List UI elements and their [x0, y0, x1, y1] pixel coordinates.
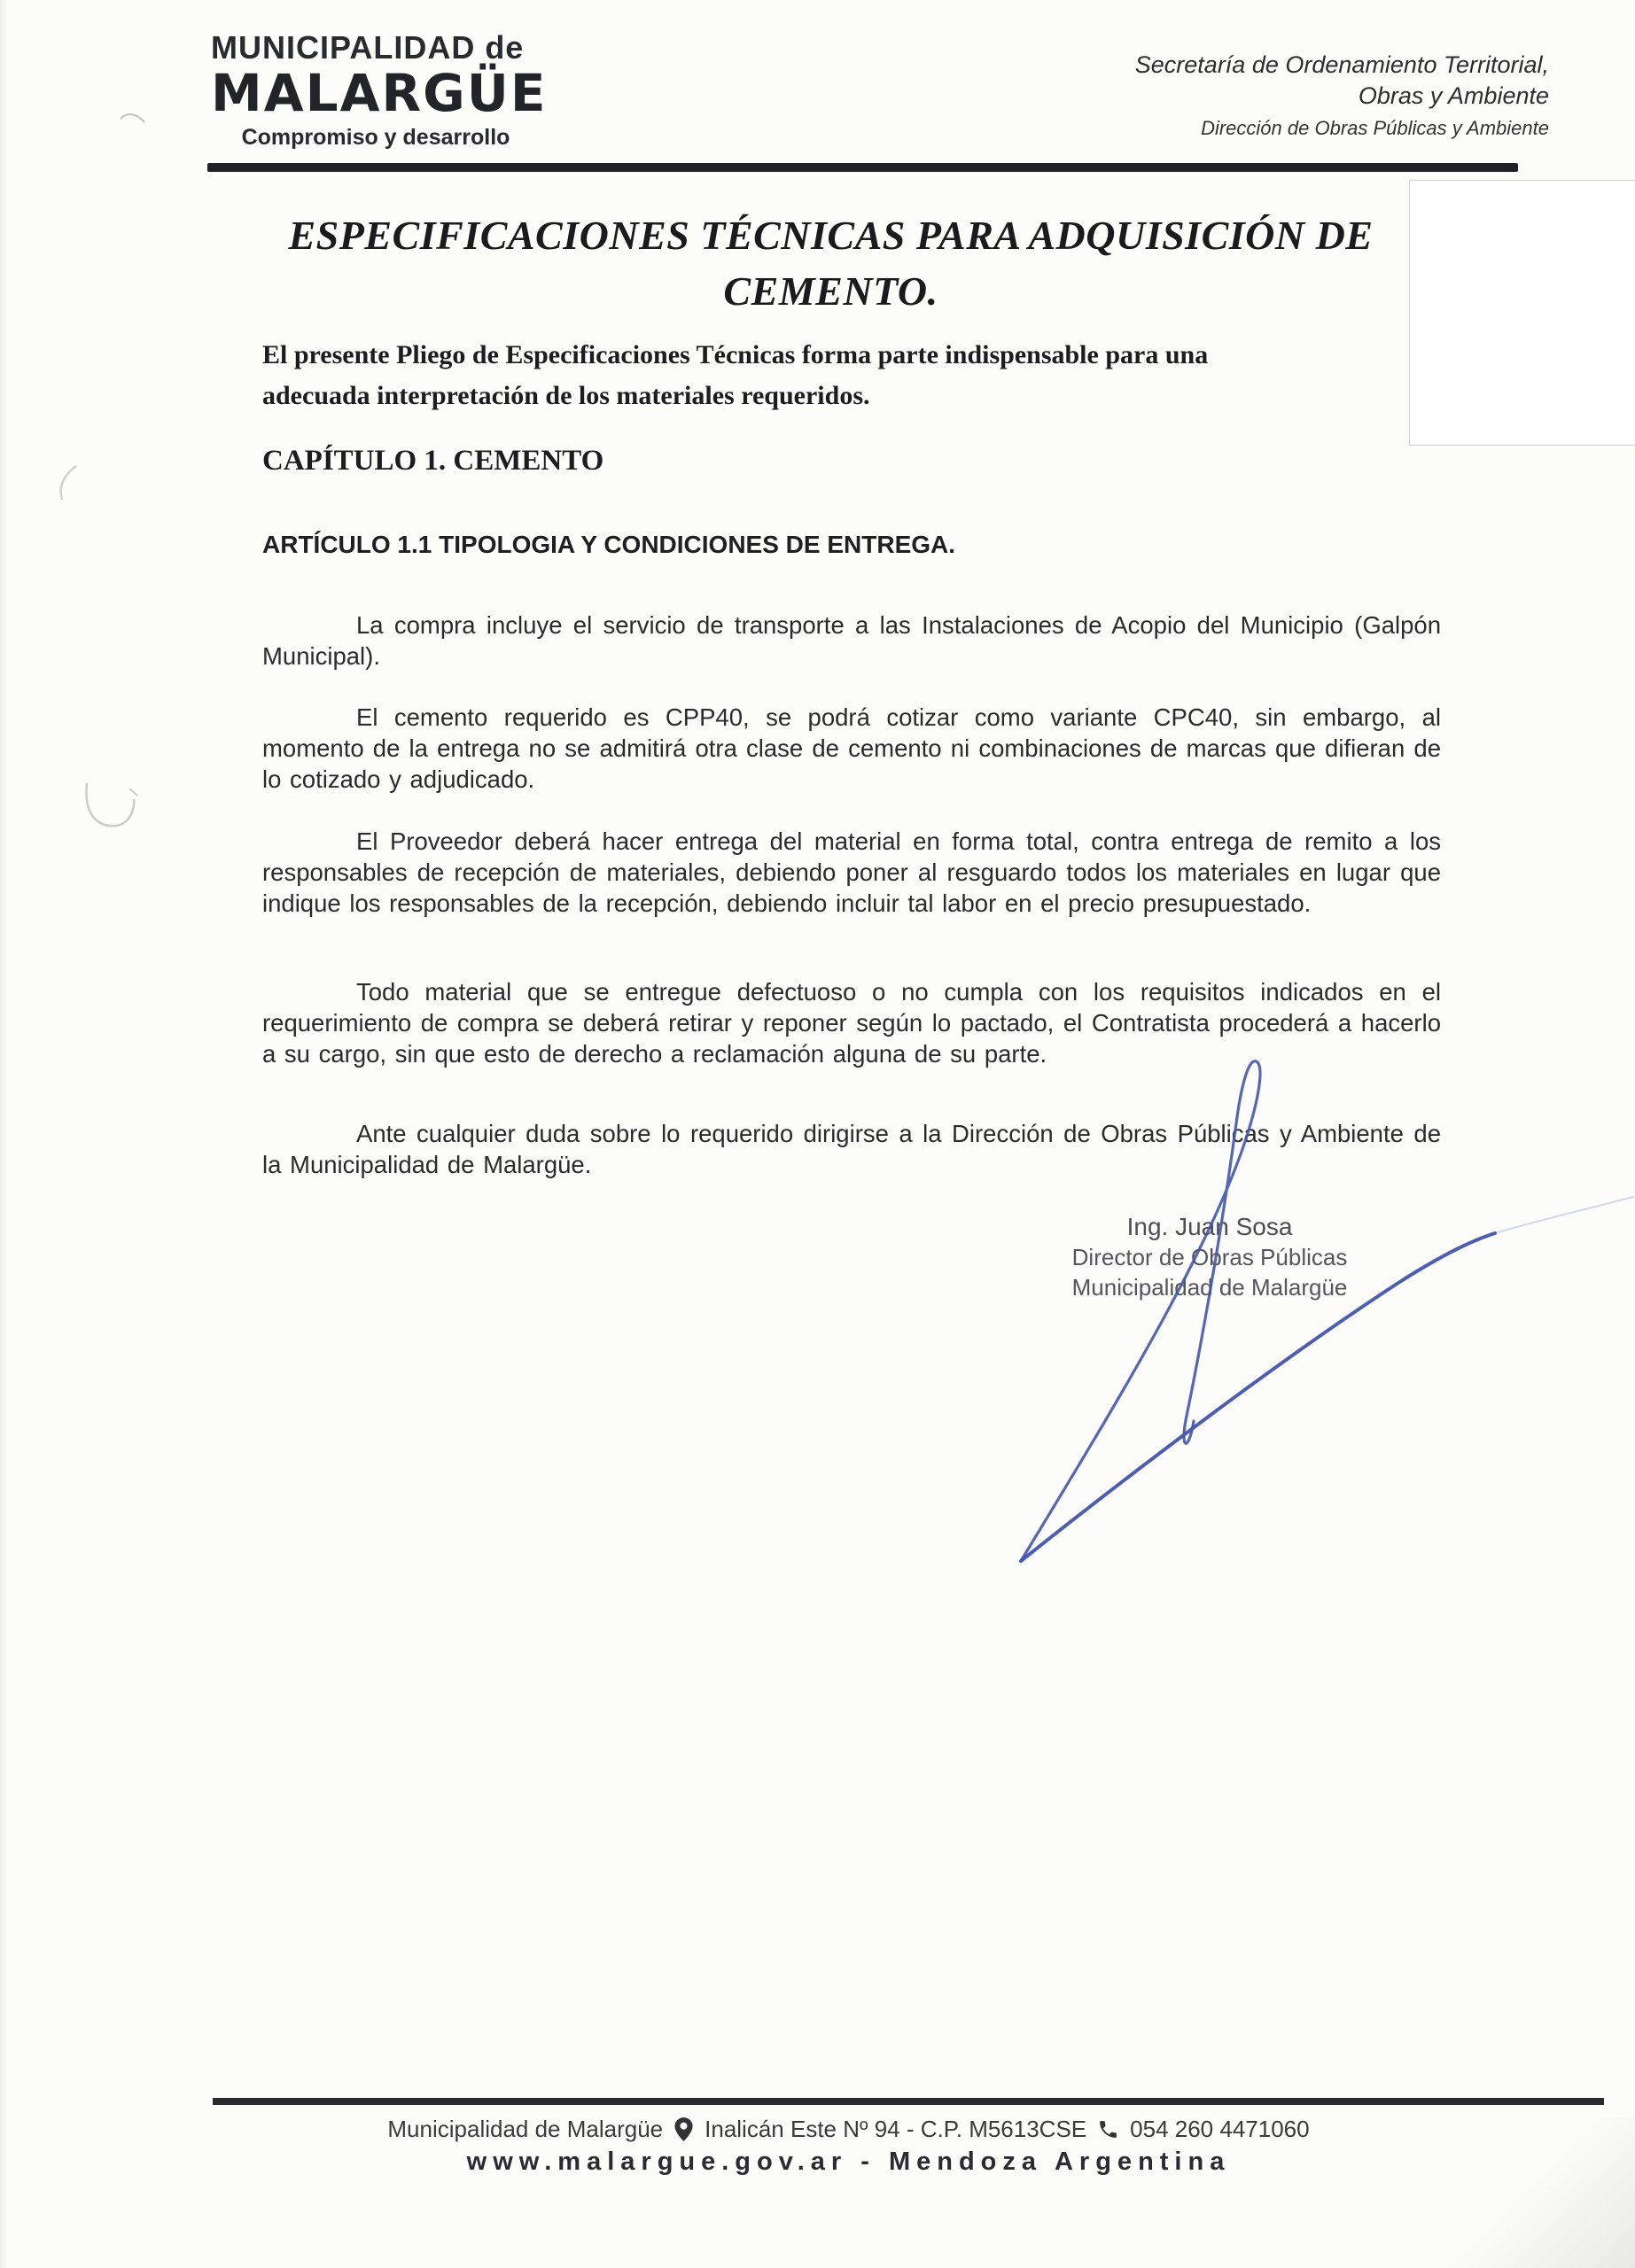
intro-paragraph: El presente Pliego de Especificaciones Técnicas forma parte indispensable para una adecuada interpretación de los materiales requeridos.: [262, 340, 1209, 410]
body-paragraph-5: Ante cualquier duda sobre lo requerido dirigirse a la Dirección de Obras Públicas y Ambiente de la Municipalidad de Malargüe.: [262, 1120, 1441, 1178]
article-heading: ARTÍCULO 1.1 TIPOLOGIA Y CONDICIONES DE ENTREGA.: [262, 531, 956, 558]
secretariat-line1: Secretaría de Ordenamiento Territorial,: [1134, 51, 1549, 78]
signatory-role: Director de Obras Públicas: [1071, 1244, 1348, 1270]
footer-org: Municipalidad de Malargüe: [387, 2116, 664, 2142]
footer-rule: [213, 2098, 1604, 2105]
body-paragraph-1: La compra incluye el servicio de transporte a las Instalaciones de Acopio del Municipio (Galpón Municipal).: [262, 611, 1441, 670]
secretariat-line3: Dirección de Obras Públicas y Ambiente: [1201, 117, 1549, 139]
crease-mark: [121, 114, 144, 122]
signatory-org: Municipalidad de Malargüe: [1071, 1274, 1348, 1301]
signature-stroke-faint: [1495, 1197, 1633, 1233]
document-title-line1: ESPECIFICACIONES TÉCNICAS PARA ADQUISICIÓN DE: [288, 213, 1374, 258]
phone-icon: [1097, 2118, 1119, 2140]
crease-mark: [61, 466, 76, 500]
logo-line2: MALARGÜE: [211, 63, 548, 123]
header-rule: [207, 163, 1518, 172]
chapter-heading: CAPÍTULO 1. CEMENTO: [262, 445, 604, 477]
logo-tagline: Compromiso y desarrollo: [241, 125, 510, 150]
location-pin-icon: [673, 2117, 694, 2142]
municipality-logo: [211, 30, 558, 151]
signature-block: [1015, 1212, 1405, 1302]
document-title-line2: CEMENTO.: [723, 268, 938, 314]
signatory-name: Ing. Juan Sosa: [1126, 1213, 1293, 1240]
document-title: [226, 207, 1436, 319]
body-paragraph-2: El cemento requerido es CPP40, se podrá cotizar como variante CPC40, sin embargo, al momento de la entrega no se admitirá otra clase de cemento ni combinaciones de marcas que difieran de lo cotizado y adjudicado.: [262, 703, 1441, 793]
crease-mark: [86, 783, 134, 826]
body-paragraph-4: Todo material que se entregue defectuoso o no cumpla con los requisitos indicados en el requerimiento de compra se deberá retirar y reponer según lo pactado, el Contratista procederá a hacerlo a su cargo, sin que esto de derecho a reclamación alguna de su parte.: [262, 978, 1441, 1068]
secretariat-block: [1135, 50, 1549, 141]
footer-contact-line: [0, 2116, 1635, 2143]
body-paragraph-3: El Proveedor deberá hacer entrega del material en forma total, contra entrega de remito a los responsables de recepción de materiales, debiendo poner al resguardo todos los materiales en lugar que indique los responsables de la recepción, debiendo incluir tal labor en el precio presupuestado.: [262, 827, 1441, 917]
footer-address: Inalicán Este Nº 94 - C.P. M5613CSE: [705, 2116, 1087, 2142]
scan-artifact-box: [1409, 180, 1635, 446]
scan-edge-shadow: [0, 0, 7, 2268]
footer-website-line: www.malargue.gov.ar - Mendoza Argentina: [466, 2148, 1231, 2176]
crease-mark: [129, 788, 137, 796]
logo-line1: MUNICIPALIDAD de: [211, 29, 525, 66]
secretariat-line2: Obras y Ambiente: [1358, 82, 1549, 109]
footer-phone: 054 260 4471060: [1130, 2116, 1310, 2142]
